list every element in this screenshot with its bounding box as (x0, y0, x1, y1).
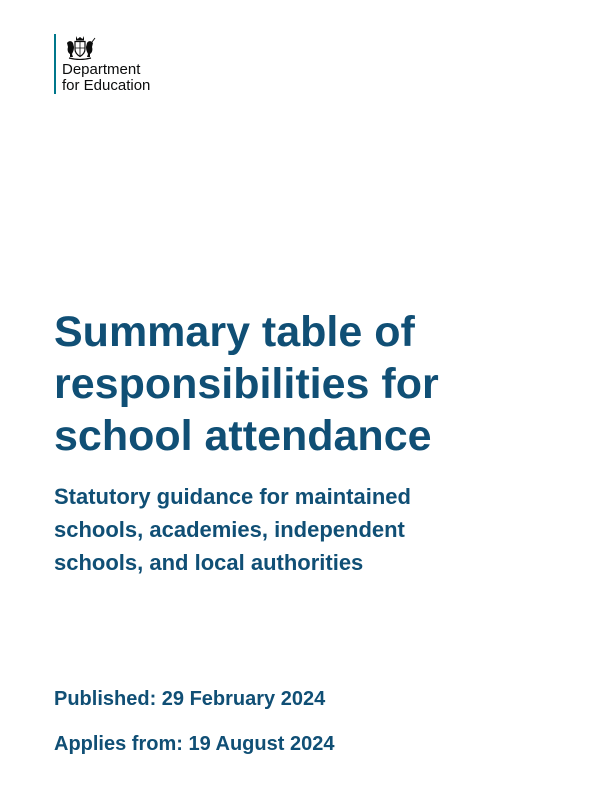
title-line-1: Summary table of (54, 308, 415, 356)
department-name-line-1: Department (62, 61, 141, 78)
document-subtitle (54, 480, 574, 579)
applies-from-date: Applies from: 19 August 2024 (54, 733, 335, 755)
title-line-2: responsibilities for (54, 360, 439, 408)
subtitle-line-1: Statutory guidance for maintained (54, 484, 411, 509)
published-date: Published: 29 February 2024 (54, 688, 326, 710)
department-name (62, 62, 150, 94)
document-title (54, 306, 574, 462)
royal-coat-of-arms-icon (64, 34, 96, 60)
department-name-line-2: for Education (62, 77, 151, 94)
subtitle-line-3: schools, and local authorities (54, 550, 364, 575)
title-line-3: school attendance (54, 412, 432, 460)
subtitle-line-2: schools, academies, independent (54, 517, 405, 542)
department-logo (54, 34, 150, 94)
